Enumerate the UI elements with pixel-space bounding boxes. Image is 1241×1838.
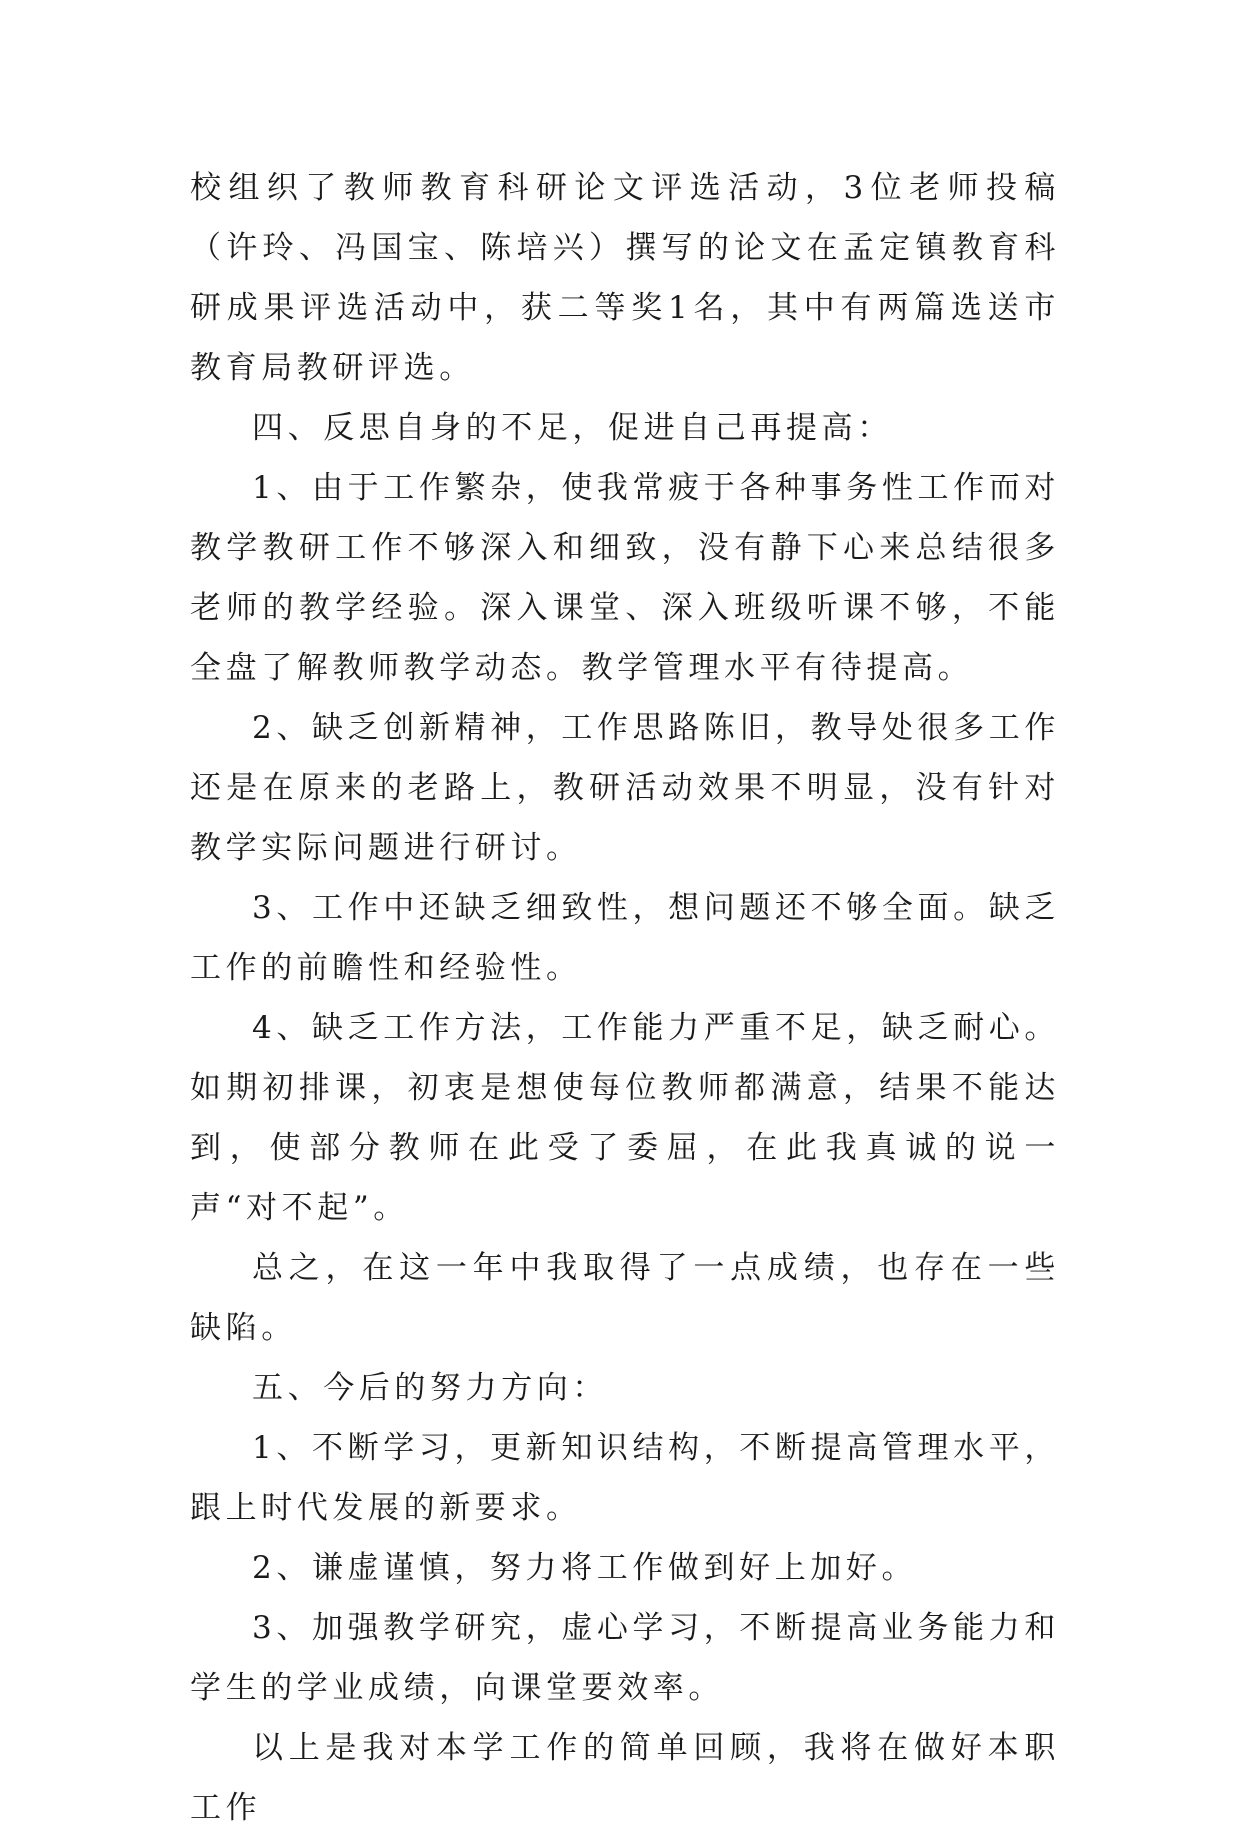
heading-future-direction: 五、今后的努力方向： <box>252 1370 608 1406</box>
heading-reflect-shortcomings: 四、反思自身的不足，促进自己再提高： <box>252 410 893 446</box>
paragraph-summary: 总之，在这一年中我取得了一点成绩，也存在一些缺陷。 <box>190 1250 1060 1346</box>
paragraph-shortcoming-1: 1、由于工作繁杂，使我常疲于各种事务性工作而对教学教研工作不够深入和细致，没有静下心来总结很多老师的教学经验。深入课堂、深入班级听课不够，不能全盘了解教师教学动态。教学管理水平有待提高。 <box>190 470 1060 686</box>
paragraph-shortcoming-3: 3、工作中还缺乏细致性，想问题还不够全面。缺乏工作的前瞻性和经验性。 <box>190 890 1060 986</box>
paragraph-direction-2: 2、谦虚谨慎，努力将工作做到好上加好。 <box>252 1550 918 1586</box>
paragraph-direction-1: 1、不断学习，更新知识结构，不断提高管理水平，跟上时代发展的新要求。 <box>190 1430 1060 1526</box>
paragraph-closing: 以上是我对本学工作的简单回顾，我将在做好本职工作 <box>190 1730 1060 1826</box>
paragraph-research-papers: 校组织了教师教育科研论文评选活动，3位老师投稿（许玲、冯国宝、陈培兴）撰写的论文在孟定镇教育科研成果评选活动中，获二等奖1名，其中有两篇选送市教育局教研评选。 <box>190 170 1060 386</box>
document-body <box>190 158 1060 1838</box>
paragraph-shortcoming-4: 4、缺乏工作方法，工作能力严重不足，缺乏耐心。如期初排课，初衷是想使每位教师都满意，结果不能达到，使部分教师在此受了委屈，在此我真诚的说一声“对不起”。 <box>190 1010 1060 1226</box>
paragraph-shortcoming-2: 2、缺乏创新精神，工作思路陈旧，教导处很多工作还是在原来的老路上，教研活动效果不明显，没有针对教学实际问题进行研讨。 <box>190 710 1060 866</box>
paragraph-direction-3: 3、加强教学研究，虚心学习，不断提高业务能力和学生的学业成绩，向课堂要效率。 <box>190 1610 1060 1706</box>
